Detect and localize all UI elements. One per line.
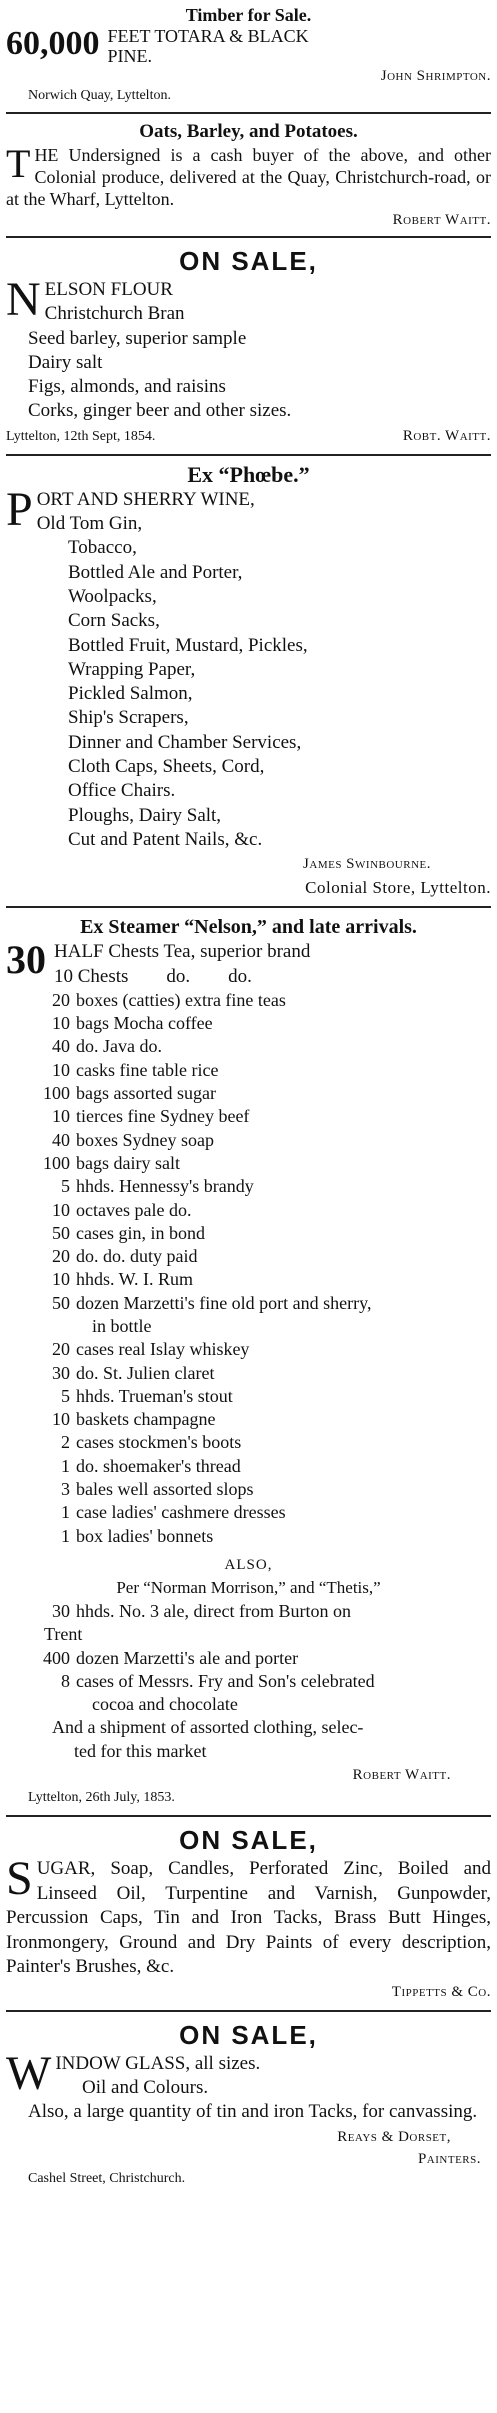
list-item: in bottle [92,1315,152,1336]
ad-line: Ploughs, Dairy Salt, [68,804,222,826]
ad-timber [6,4,491,106]
ad-line: 10 Chests do. do. [54,965,252,987]
ad-line: Ship's Scrapers, [68,707,189,729]
list-item: cocoa and chocolate [92,1694,238,1715]
list-item: 5 hhds. Trueman's stout [61,1385,233,1406]
ad-signature: James Swinbourne. [303,856,431,873]
ad-address: Norwich Quay, Lyttelton. [28,88,171,103]
ad-line: HALF Chests Tea, superior brand [54,941,311,963]
ad-sugar [6,1823,491,2004]
list-item: 40 do. Java do. [52,1036,162,1057]
list-item: 10 hhds. W. I. Rum [52,1269,194,1290]
ad-number: 60,000 [6,26,100,62]
list-item: 5 hhds. Hennessy's brandy [61,1176,254,1197]
list-item: 20 boxes (catties) extra fine teas [52,989,286,1010]
ad-window-glass [6,2018,491,2189]
ad-line: Bottled Ale and Porter, [68,561,243,583]
ad-number: 30 [6,940,46,983]
list-item: 1 do. shoemaker's thread [61,1455,241,1476]
ad-signature: Robt. Waitt. [402,427,491,444]
ad-body-text: UGAR, Soap, Candles, Perforated Zinc, Boiled and Linseed Oil, Turpentine and Varnish, Gunpowder, Percussion Caps, Tin and Iron Tacks, Brass Butt Hinges, Ironmongery, Ground and Dry Paints of every description, Painter's Brushes, &c. [6,1858,491,1978]
ad-line: Woolpacks, [68,585,157,607]
ad-heading: Ex Steamer “Nelson,” and late arrivals. [80,916,417,939]
list-item: 10 octaves pale do. [52,1199,192,1220]
ad-signature: Tippetts & Co. [391,1983,491,2000]
divider [6,454,491,456]
divider [6,2010,491,2012]
ad-dateline: Lyttelton, 12th Sept, 1854. [6,428,156,444]
ad-phoebe [6,462,491,900]
ad-line: ORT AND SHERRY WINE, [36,488,255,510]
ad-line: Old Tom Gin, [36,513,143,535]
list-item: 8 cases of Messrs. Fry and Son's celebrated [61,1670,375,1691]
ad-line: Figs, almonds, and raisins [28,376,226,398]
ad-nelson-flour [6,244,491,448]
ad-line: Corn Sacks, [68,610,160,632]
list-item: 10 baskets champagne [52,1409,216,1430]
list-item: 100 bags dairy salt [43,1152,180,1173]
list-item: 30 do. St. Julien claret [52,1362,215,1383]
ad-body: Also, a large quantity of tin and iron Tacks, for canvassing. [28,2101,478,2123]
ad-line: Cloth Caps, Sheets, Cord, [68,756,265,778]
ad-line: Pickled Salmon, [68,683,193,705]
ad-heading: ON SALE, [179,2019,318,2050]
ad-signature: Reays & Dorset, [337,2128,451,2145]
ad-signature: John Shrimpton. [380,68,491,84]
also-label: ALSO, [224,1556,273,1573]
ad-signature: Robert Waitt. [392,212,491,228]
list-item: 3 bales well assorted slops [61,1479,254,1500]
ad-line: FEET TOTARA & BLACK [107,26,309,46]
drop-cap: W [6,2051,52,2100]
ad-line: Seed barley, superior sample [28,327,247,349]
ad-oats [6,120,491,230]
list-item: 10 tierces fine Sydney beef [52,1106,250,1127]
ad-line: Cut and Patent Nails, &c. [68,828,263,850]
ad-heading: Timber for Sale. [185,5,312,25]
drop-cap: T [6,141,31,186]
ad-body [6,141,491,210]
item-list [6,989,491,1548]
list-item: 10 casks fine table rice [52,1059,219,1080]
divider [6,236,491,238]
ad-line: Oil and Colours. [82,2076,209,2098]
list-item: 1 box ladies' bonnets [61,1525,214,1546]
drop-cap: N [6,278,41,326]
list-item: 30 hhds. No. 3 ale, direct from Burton on [52,1600,351,1621]
ad-line: Office Chairs. [68,780,176,802]
drop-cap: P [6,487,33,536]
ad-dateline: Lyttelton, 26th July, 1853. [28,1790,175,1806]
ad-heading: ON SALE, [179,1825,318,1856]
list-item: 50 cases gin, in bond [52,1222,205,1243]
list-item: 40 boxes Sydney soap [52,1129,214,1150]
ad-body [6,1852,491,1980]
divider [6,906,491,908]
ad-heading: Ex “Phœbe.” [187,461,310,487]
list-item: 20 cases real Islay whiskey [52,1339,250,1360]
ad-line: Dinner and Chamber Services, [68,731,302,753]
ad-line: INDOW GLASS, all sizes. [55,2052,261,2074]
ad-line: Tobacco, [68,537,137,559]
list-item: 20 do. do. duty paid [52,1246,198,1267]
divider [6,1815,491,1817]
ad-line: Corks, ginger beer and other sizes. [28,400,292,422]
ad-subheading: Per “Norman Morrison,” and “Thetis,” [116,1577,381,1597]
list-item: 1 case ladies' cashmere dresses [61,1502,286,1523]
list-item: 400 dozen Marzetti's ale and porter [43,1647,299,1668]
list-item: Trent [44,1624,83,1645]
drop-cap: S [6,1852,33,1906]
ad-line: Dairy salt [28,351,103,373]
list-item: And a shipment of assorted clothing, selec- [52,1717,364,1738]
ad-line: ELSON FLOUR [44,279,173,300]
ad-address: Cashel Street, Christchurch. [28,2170,186,2186]
ad-heading: Oats, Barley, and Potatoes. [139,121,358,142]
ad-signature-address: Colonial Store, Lyttelton. [305,878,491,898]
ad-line: Bottled Fruit, Mustard, Pickles, [68,634,308,656]
ad-signature: Painters. [417,2150,481,2167]
ad-heading: ON SALE, [179,246,318,276]
list-item: 100 bags assorted sugar [43,1083,216,1104]
list-item: ted for this market [74,1740,207,1761]
ad-line: Wrapping Paper, [68,658,196,680]
ad-line: Christchurch Bran [44,303,185,325]
ad-body-text: HE Undersigned is a cash buyer of the above, and other Colonial produce, delivered at the Quay, Christchurch-road, or at the Wharf, Lyttelton. [6,145,491,209]
divider [6,112,491,114]
ad-steamer-nelson [6,914,491,1809]
item-list [6,1600,491,1763]
ad-signature: Robert Waitt. [352,1767,451,1784]
ad-line: PINE. [107,46,152,66]
list-item: 50 dozen Marzetti's fine old port and sherry, [52,1292,372,1313]
list-item: 10 bags Mocha coffee [52,1013,213,1034]
list-item: 2 cases stockmen's boots [61,1432,242,1453]
